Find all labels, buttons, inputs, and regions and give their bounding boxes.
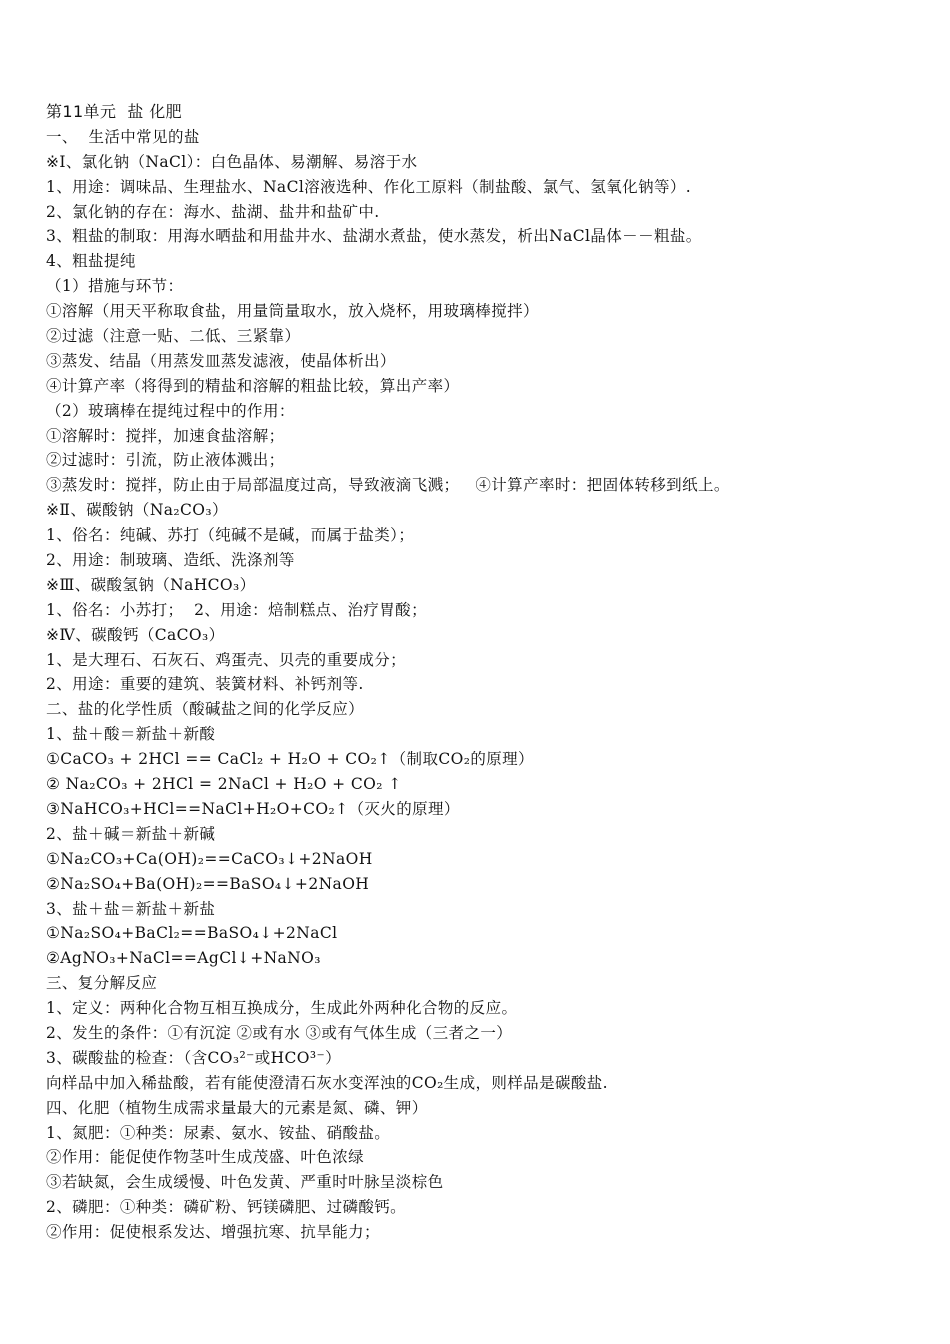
text-line: ②过滤时：引流，防止液体溅出； (46, 451, 285, 470)
text-line: 1、用途：调味品、生理盐水、NaCl溶液选种、作化工原料（制盐酸、氯气、氢氧化钠等）. (46, 177, 692, 196)
text-line: 2、氯化钠的存在：海水、盐湖、盐井和盐矿中. (46, 202, 380, 221)
equation-line: ①Na₂SO₄+BaCl₂==BaSO₄↓+2NaCl (46, 924, 338, 943)
text-line: 1、氮肥：①种类：尿素、氨水、铵盐、硝酸盐。 (46, 1123, 391, 1142)
text-line: 1、盐＋酸＝新盐＋新酸 (46, 725, 216, 744)
text-line: 1、俗名：小苏打； 2、用途：焙制糕点、治疗胃酸； (46, 600, 427, 619)
text-line: ①溶解（用天平称取食盐，用量筒量取水，放入烧杯，用玻璃棒搅拌） (46, 302, 539, 321)
document-title: 第11单元 盐 化肥 (46, 102, 183, 121)
equation-line: ①Na₂CO₃+Ca(OH)₂==CaCO₃↓+2NaOH (46, 849, 373, 868)
section-heading-chemical-properties: 二、盐的化学性质（酸碱盐之间的化学反应） (46, 700, 365, 719)
text-line: 2、用途：制玻璃、造纸、洗涤剂等 (46, 551, 295, 570)
document-body (46, 100, 926, 1245)
text-line: 1、是大理石、石灰石、鸡蛋壳、贝壳的重要成分； (46, 650, 407, 669)
section-heading-double-decomposition: 三、复分解反应 (46, 974, 158, 993)
subheading-calcium-carbonate: ※Ⅳ、碳酸钙（CaCO₃） (46, 625, 225, 644)
text-line: 3、盐＋盐＝新盐＋新盐 (46, 899, 216, 918)
section-heading-common-salts: 一、 生活中常见的盐 (46, 127, 200, 146)
text-line: ①溶解时：搅拌，加速食盐溶解； (46, 426, 285, 445)
text-line: 3、粗盐的制取：用海水晒盐和用盐井水、盐湖水煮盐，使水蒸发，析出NaCl晶体－－粗盐。 (46, 227, 702, 246)
subheading-sodium-bicarbonate: ※Ⅲ、碳酸氢钠（NaHCO₃） (46, 575, 256, 594)
text-line: ②作用：促使根系发达、增强抗寒、抗旱能力； (46, 1223, 380, 1242)
text-line: 4、粗盐提纯 (46, 252, 136, 271)
text-line: 1、定义：两种化合物互相互换成分，生成此外两种化合物的反应。 (46, 999, 518, 1018)
equation-line: ③NaHCO₃+HCl==NaCl+H₂O+CO₂↑（灭火的原理） (46, 799, 460, 818)
text-line: ③蒸发、结晶（用蒸发皿蒸发滤液，使晶体析出） (46, 351, 396, 370)
text-line: 2、发生的条件：①有沉淀 ②或有水 ③或有气体生成（三者之一） (46, 1023, 513, 1042)
equation-line: ② Na₂CO₃ + 2HCl = 2NaCl + H₂O + CO₂ ↑ (46, 775, 402, 794)
text-line: （1）措施与环节： (46, 277, 184, 296)
text-line: 向样品中加入稀盐酸，若有能使澄清石灰水变浑浊的CO₂生成，则样品是碳酸盐. (46, 1073, 609, 1092)
subheading-sodium-chloride: ※Ⅰ、氯化钠（NaCl）：白色晶体、易潮解、易溶于水 (46, 152, 418, 171)
text-line: ②作用：能促使作物茎叶生成茂盛、叶色浓绿 (46, 1148, 365, 1167)
text-line: （2）玻璃棒在提纯过程中的作用： (46, 401, 295, 420)
section-heading-fertilizers: 四、化肥（植物生成需求量最大的元素是氮、磷、钾） (46, 1098, 428, 1117)
text-line: 1、俗名：纯碱、苏打（纯碱不是碱，而属于盐类）； (46, 526, 415, 545)
text-line: 2、盐＋碱＝新盐＋新碱 (46, 824, 216, 843)
text-line: 2、用途：重要的建筑、装簧材料、补钙剂等. (46, 675, 364, 694)
equation-line: ①CaCO₃ + 2HCl == CaCl₂ + H₂O + CO₂↑（制取CO₂的原理） (46, 750, 534, 769)
text-line: ④计算产率（将得到的精盐和溶解的粗盐比较，算出产率） (46, 376, 460, 395)
equation-line: ②Na₂SO₄+Ba(OH)₂==BaSO₄↓+2NaOH (46, 874, 370, 893)
text-line: 2、磷肥：①种类：磷矿粉、钙镁磷肥、过磷酸钙。 (46, 1198, 407, 1217)
text-line: ③蒸发时：搅拌，防止由于局部温度过高，导致液滴飞溅； ④计算产率时：把固体转移到纸上。 (46, 476, 730, 495)
subheading-sodium-carbonate: ※Ⅱ、碳酸钠（Na₂CO₃） (46, 501, 228, 520)
text-line: ③若缺氮，会生成缓慢、叶色发黄、严重时叶脉呈淡棕色 (46, 1173, 444, 1192)
text-line: 3、碳酸盐的检查：（含CO₃²⁻或HCO³⁻） (46, 1048, 341, 1067)
text-line: ②过滤（注意一贴、二低、三紧靠） (46, 327, 301, 346)
equation-line: ②AgNO₃+NaCl==AgCl↓+NaNO₃ (46, 949, 321, 968)
